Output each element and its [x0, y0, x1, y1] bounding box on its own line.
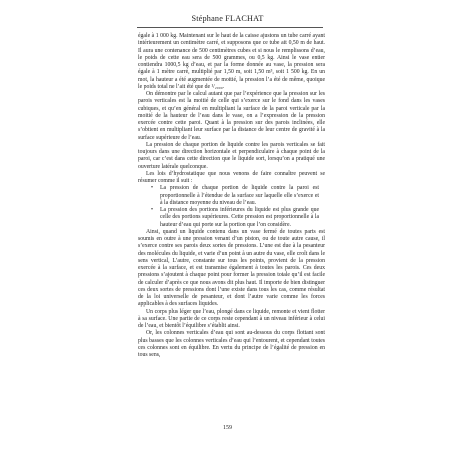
paragraph-4: Les lois d’hydrostatique que nous venons de faire connaître peuvent se résumer comme il suit :: [138, 170, 325, 184]
paragraph-2: On démontre par le calcul autant que par l’expérience que la pression sur les parois verticales est la moitié de celle qui s’exerce sur le fond dans les vases cubiques, et qu’en général en multipliant la surface de la paroi verticale par la moitié de la hauteur de l’eau dans le vase, on a l’expression de la pression exercée contre cette paroi. Quant à la pression sur des parois inclinées, elle s’obtient en multipliant leur surface par la distance de leur centre de gravité à la surface supérieure de l’eau.: [138, 91, 325, 141]
running-header-author: Stéphane FLACHAT: [191, 14, 264, 23]
paragraph-7: Or, les colonnes verticales d’eau qui sont au-dessous du corps flottant sont plus basses que les colonnes verticales d’eau qui l’entourent, et cependant toutes ces colonnes sont en équilibre. En vertu du principe de l’égalité de pression en tous sens,: [138, 330, 325, 358]
header-rule: [137, 27, 323, 28]
paragraph-5: Ainsi, quand un liquide contenu dans un vase fermé de toutes parts est soumis en outre à une pression venant d’un piston, ou de toute autre cause, il s’exerce contre ses parois deux sortes de pressions. L’une est due à la pesanteur des molécules du liquide, et varie d’un point à un autre du vase, elle croît dans le sens vertical, L’autre, constante sur tous les points, provient de la pression exercée à la surface, et est transmise également à toutes les parois. Ces deux pressions s’ajoutent à chaque point pour former la pression totale qu’il est facile de calculer d’après ce que nous avons dit plus haut. Il importe de bien distinguer ces deux sortes de pressions dont l’une existe dans tous les cas, comme résultat de la loi universelle de pesanteur, et dont l’autre varie comme les forces applicables à des surfaces liquides.: [138, 228, 325, 308]
bullet-marker: •: [151, 185, 154, 192]
body-text: [138, 33, 325, 359]
list-item: [138, 207, 325, 229]
laws-list: [138, 185, 325, 229]
paragraph-6: Un corps plus léger que l’eau, plongé dans ce liquide, remonte et vient flotter à sa surface. Une partie de ce corps reste cependant à un niveau inférieur à celui de l’eau, et bientôt l’équilibre s’établit ainsi.: [138, 308, 325, 329]
bullet-marker: •: [151, 207, 154, 213]
list-item-text: La pression de chaque portion de liquide contre la paroi est proportionnelle à l’étendue de la surface sur laquelle elle s’exerce et à la distance moyenne du niveau de l’eau.: [160, 185, 319, 206]
paragraph-3: La pression de chaque portion de liquide contre les parois verticales se fait toujours dans une direction horizontale et perpendiculaire à chaque point de la paroi, car c’est dans cette direction que le liquide sort, lorsqu’on a pratiqué une ouverture latérale quelconque.: [138, 141, 325, 170]
list-item-text: La pression des portions inférieures du liquide est plus grande que celle des portions supérieures. Cette pression est proportionnelle à la hauteur d’eau qui porte sur la portion que l’on considère.: [160, 207, 319, 228]
page-number: 159: [223, 425, 232, 431]
list-item: [138, 185, 325, 207]
paragraph-1: égale à 1 000 kg. Maintenant sur le haut de la caisse ajustons un tube carré ayant intérieurement un centimètre carré, et supposons que ce tube ait 0,50 m de haut. Il aura une contenance de 500 centimètres cubes et si nous le remplissons d’eau, le poids de cette eau sera de 500 grammes, ou 0,5 kg. Ainsi le vase entier contiendra 1000,5 kg d’eau, et par la forme donnée au vase, la pression sera égale à 1 mètre carré, multiplié par 1,50 m, soit 1,50 m³, soit 1 500 kg. En un mot, la hauteur a été augmentée de moitié, la pression l’a été de même, quoique le poids total ne l’ait été que de ¹/₂₀₀₀.: [138, 33, 325, 90]
